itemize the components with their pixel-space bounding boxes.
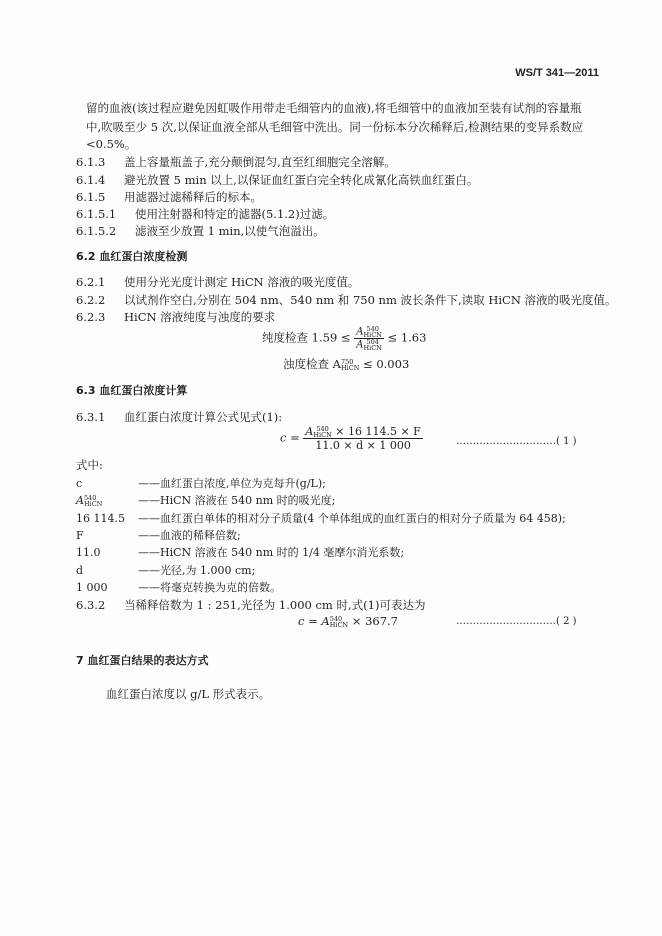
wavelength-sup: 504 xyxy=(366,338,379,346)
document-code: WS/T 341—2011 xyxy=(515,67,599,79)
clause-text: 避光放置 5 min 以上,以保证血红蛋白完全转化成氰化高铁血红蛋白。 xyxy=(124,173,479,187)
clause-text: 使用注射器和特定的滤器(5.1.2)过滤。 xyxy=(135,207,335,221)
section-6-2-heading: 6.2 血红蛋白浓度检测 xyxy=(76,250,188,263)
clause-6-1-5 xyxy=(76,189,262,205)
definition-text: ——血液的稀释倍数; xyxy=(138,529,241,542)
wavelength-sup: 540 xyxy=(366,325,379,333)
clause-text: 当稀释倍数为 1 : 251,光径为 1.000 cm 时,式(1)可表达为 xyxy=(124,598,426,612)
intro-line-2: 中,吹吸至少 5 次,以保证血液全部从毛细管中洗出。同一份标本分次稀释后,检测结果的变异系数应 xyxy=(86,120,584,134)
wavelength-sup: 750 xyxy=(340,358,354,366)
definition-text: ——光径,为 1.000 cm; xyxy=(138,564,256,577)
formula-1-denominator: 11.0 × d × 1 000 xyxy=(315,439,411,452)
hicn-sub: HiCN xyxy=(313,431,332,439)
numerator-rest: × 16 114.5 × F xyxy=(335,425,421,438)
purity-denominator xyxy=(354,339,384,351)
clause-text: 血红蛋白浓度计算公式见式(1): xyxy=(124,410,283,424)
clause-number: 6.2.1 xyxy=(76,275,106,289)
hicn-sub: HiCN xyxy=(363,344,382,352)
definition-molecular-mass xyxy=(76,510,566,526)
clause-6-1-3 xyxy=(76,154,396,170)
section-6-3-heading: 6.3 血红蛋白浓度计算 xyxy=(76,384,188,397)
clause-text: 用滤器过滤稀释后的标本。 xyxy=(124,190,262,204)
section-7-body: 血红蛋白浓度以 g/L 形式表示。 xyxy=(106,687,271,701)
where-label: 式中: xyxy=(76,458,103,472)
definition-c xyxy=(76,475,326,491)
hicn-sub: HiCN xyxy=(329,621,349,629)
formula-2-rest: × 367.7 xyxy=(351,614,398,628)
formula-2-label: …………………………( 2 ) xyxy=(456,616,577,627)
clause-6-3-2 xyxy=(76,597,425,613)
wavelength-sup: 540 xyxy=(329,615,343,623)
formula-1-lhs: c = xyxy=(280,430,300,445)
purity-tail: ≤ 1.63 xyxy=(387,330,427,345)
clause-text: 使用分光光度计测定 HiCN 溶液的吸光度值。 xyxy=(124,275,360,289)
purity-formula xyxy=(262,326,426,351)
definition-text: ——将毫克转换为克的倍数。 xyxy=(138,581,281,594)
purity-lead: 纯度检查 1.59 ≤ xyxy=(262,330,351,345)
definition-symbol: F xyxy=(76,529,84,542)
definition-text: ——HiCN 溶液在 540 nm 时的 1/4 毫摩尔消光系数; xyxy=(138,546,405,559)
symbol-a: A xyxy=(356,339,364,351)
definition-1000 xyxy=(76,579,281,595)
clause-6-1-4 xyxy=(76,172,478,188)
clause-number: 6.1.3 xyxy=(76,155,106,169)
clause-number: 6.1.5 xyxy=(76,190,106,204)
intro-line-3: <0.5%。 xyxy=(86,137,137,151)
turbidity-lead: 浊度检查 A xyxy=(283,357,341,371)
clause-6-1-5-2 xyxy=(76,223,325,239)
clause-number: 6.2.2 xyxy=(76,293,106,307)
clause-text: HiCN 溶液纯度与浊度的要求 xyxy=(124,310,276,324)
definition-symbol: 1 000 xyxy=(76,581,108,594)
purity-ratio xyxy=(354,326,384,351)
section-7-heading: 7 血红蛋白结果的表达方式 xyxy=(76,654,209,667)
clause-number: 6.3.2 xyxy=(76,598,106,612)
definition-extinction xyxy=(76,544,404,560)
definition-symbol: d xyxy=(76,564,84,577)
clause-number: 6.3.1 xyxy=(76,410,106,424)
definition-absorbance xyxy=(76,492,335,508)
clause-6-1-5-1 xyxy=(76,206,334,222)
definition-text: ——血红蛋白单体的相对分子质量(4 个单体组成的血红蛋白的相对分子质量为 64 458); xyxy=(138,512,566,525)
clause-number: 6.1.5.1 xyxy=(76,207,117,221)
clause-number: 6.2.3 xyxy=(76,310,106,324)
clause-6-2-3 xyxy=(76,309,275,325)
intro-line-1: 留的血液(该过程应避免因虹吸作用带走毛细管内的血液),将毛细管中的血液加至装有试剂的容量瓶 xyxy=(86,101,582,115)
clause-text: 盖上容量瓶盖子,充分颠倒混匀,直至红细胞完全溶解。 xyxy=(124,155,396,169)
clause-text: 以试剂作空白,分别在 504 nm、540 nm 和 750 nm 波长条件下,读取 HiCN 溶液的吸光度值。 xyxy=(124,293,617,307)
clause-text: 滤液至少放置 1 min,以使气泡溢出。 xyxy=(135,224,325,238)
clause-6-3-1 xyxy=(76,409,282,425)
turbidity-formula xyxy=(283,356,409,372)
symbol-a: A xyxy=(305,425,314,438)
definition-symbol: 16 114.5 xyxy=(76,512,125,525)
clause-number: 6.1.4 xyxy=(76,173,106,187)
hicn-sub: HiCN xyxy=(363,331,382,339)
formula-2 xyxy=(298,614,398,628)
wavelength-sup: 540 xyxy=(316,425,329,433)
definition-d xyxy=(76,562,255,578)
definition-symbol: A 540 HiCN xyxy=(76,494,103,508)
formula-1-fraction xyxy=(303,425,422,452)
clause-number: 6.1.5.2 xyxy=(76,224,117,238)
formula-2-lhs: c = A xyxy=(298,614,330,628)
definition-symbol: 11.0 xyxy=(76,546,101,559)
symbol-a: A xyxy=(356,326,364,338)
turbidity-tail: ≤ 0.003 xyxy=(363,357,410,371)
definition-text: ——HiCN 溶液在 540 nm 时的吸光度; xyxy=(138,494,336,507)
formula-1 xyxy=(280,425,423,452)
clause-6-2-1 xyxy=(76,274,359,290)
definition-symbol: c xyxy=(76,477,83,490)
formula-1-label: …………………………( 1 ) xyxy=(456,436,577,447)
clause-6-2-2 xyxy=(76,292,617,308)
formula-1-numerator xyxy=(303,425,422,439)
definition-f xyxy=(76,527,241,543)
hicn-sub: HiCN xyxy=(340,364,360,372)
definition-text: ——血红蛋白浓度,单位为克每升(g/L); xyxy=(138,477,326,490)
